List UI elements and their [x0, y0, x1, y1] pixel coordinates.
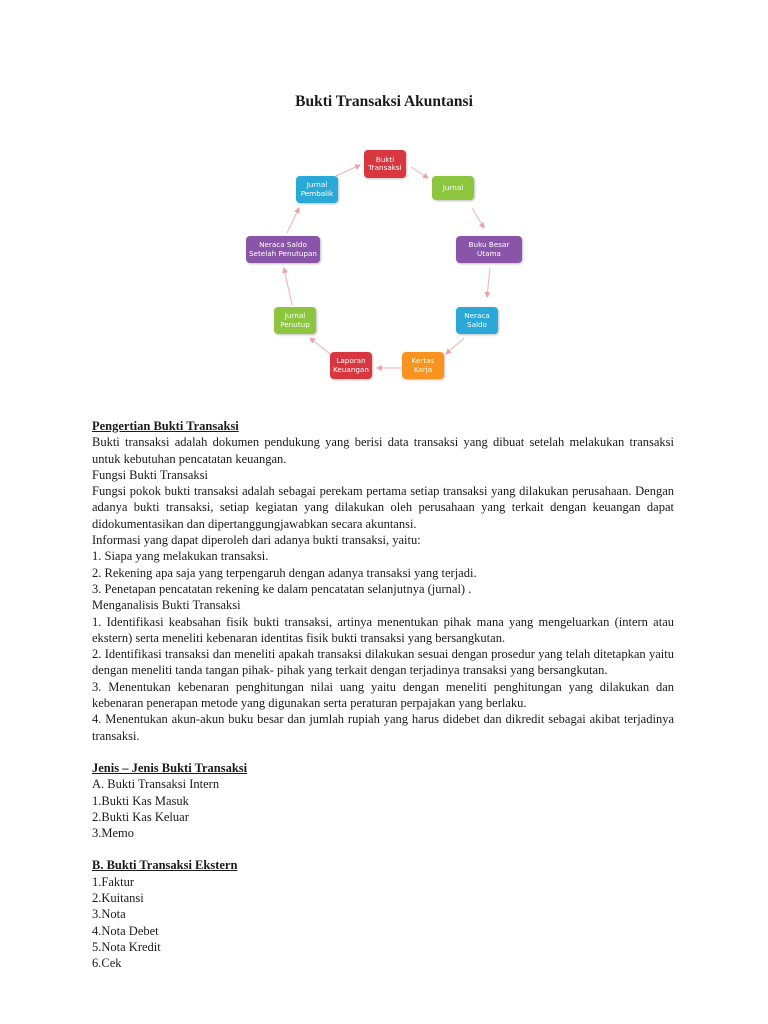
cycle-node-buku-besar-utama: Buku Besar Utama	[456, 236, 522, 263]
cycle-arrow	[284, 268, 292, 305]
list-item: 1. Siapa yang melakukan transaksi.	[92, 549, 269, 564]
section-heading: Pengertian Bukti Transaksi	[92, 419, 239, 433]
list-item: 2. Identifikasi transaksi dan meneliti apakah transaksi dilakukan sesuai dengan prosedur yang telah ditetapkan yaitu dengan meneliti tanda tangan pihak- pihak yang terkait dengan terjadinya transaksi yang bersangkutan.	[92, 647, 674, 678]
cycle-node-laporan-keuangan: Laporan Keuangan	[330, 352, 372, 379]
cycle-node-bukti-transaksi: Bukti Transaksi	[364, 150, 406, 178]
section-heading: Jenis – Jenis Bukti Transaksi	[92, 760, 248, 775]
cycle-arrow	[472, 208, 484, 228]
section-heading: Menganalisis Bukti Transaksi	[92, 598, 241, 613]
list-item: 3.Memo	[92, 826, 135, 841]
cycle-arrow	[411, 167, 428, 178]
cycle-node-jurnal-penutup: Jurnal Penutup	[274, 307, 316, 334]
cycle-node-kertas-karja: Kertas Karja	[402, 352, 444, 379]
cycle-arrow	[310, 338, 330, 354]
cycle-arrow	[446, 338, 464, 354]
cycle-node-neraca-saldo-setelah-penutupan: Neraca Saldo Setelah Penutupan	[246, 236, 320, 263]
list-item: 2.Bukti Kas Keluar	[92, 809, 189, 824]
list-item: 3. Penetapan pencatatan rekening ke dalam pencatatan selanjutnya (jurnal) .	[92, 581, 472, 596]
cycle-node-jurnal-pembalik: Jurnal Pembalik	[296, 176, 338, 203]
cycle-node-jurnal: Jurnal	[432, 176, 474, 200]
cycle-arrow	[336, 165, 360, 176]
paragraph: Bukti transaksi adalah dokumen pendukung yang berisi data transaksi yang dibuat setelah melakukan transaksi untuk kebutuhan pencatatan keuangan.	[92, 435, 674, 466]
spacer	[92, 744, 674, 760]
list-item: 3.Nota	[92, 907, 126, 922]
document-body	[92, 418, 674, 972]
cycle-arrow	[287, 208, 299, 233]
list-item: 1. Identifikasi keabsahan fisik bukti transaksi, artinya menentukan pihak mana yang mengeluarkan (intern atau ekstern) serta meneliti kebenaran identitas fisik bukti transaksi yang bersangkutan.	[92, 614, 674, 645]
document-title: Bukti Transaksi Akuntansi	[295, 93, 473, 110]
list-item: 3. Menentukan kebenaran penghitungan nilai uang yaitu dengan meneliti penghitungan yang dilakukan dan kebenaran penerapan metode yang digunakan serta peraturan perpajakan yang berlaku.	[92, 679, 674, 711]
section-heading: B. Bukti Transaksi Ekstern	[92, 858, 238, 873]
cycle-arrow	[487, 268, 490, 297]
cycle-node-neraca-saldo: Neraca Saldo	[456, 307, 498, 334]
list-item: 1.Faktur	[92, 874, 135, 889]
paragraph: Informasi yang dapat diperoleh dari adanya bukti transaksi, yaitu:	[92, 533, 421, 548]
list-item: 1.Bukti Kas Masuk	[92, 793, 189, 808]
section-heading: Fungsi Bukti Transaksi	[92, 467, 209, 482]
list-item: 4.Nota Debet	[92, 923, 159, 938]
spacer	[92, 841, 674, 857]
list-item: 4. Menentukan akun-akun buku besar dan jumlah rupiah yang harus didebet dan dikredit sebagai akibat terjadinya transaksi.	[92, 712, 674, 743]
list-item: 2.Kuitansi	[92, 891, 144, 906]
paragraph: Fungsi pokok bukti transaksi adalah sebagai perekam pertama setiap transaksi yang dilakukan perusahaan. Dengan adanya bukti transaksi, setiap kegiatan yang dilakukan oleh perusahaan yang terkait dengan keuangan dapat didokumentasikan dan dipertanggungjawabkan secara akuntansi.	[92, 484, 674, 531]
accounting-cycle-diagram	[0, 0, 768, 400]
list-item: 2. Rekening apa saja yang terpengaruh dengan adanya transaksi yang terjadi.	[92, 565, 477, 580]
list-item: 5.Nota Kredit	[92, 939, 161, 954]
list-item: 6.Cek	[92, 956, 122, 971]
subsection-heading: A. Bukti Transaksi Intern	[92, 777, 220, 792]
